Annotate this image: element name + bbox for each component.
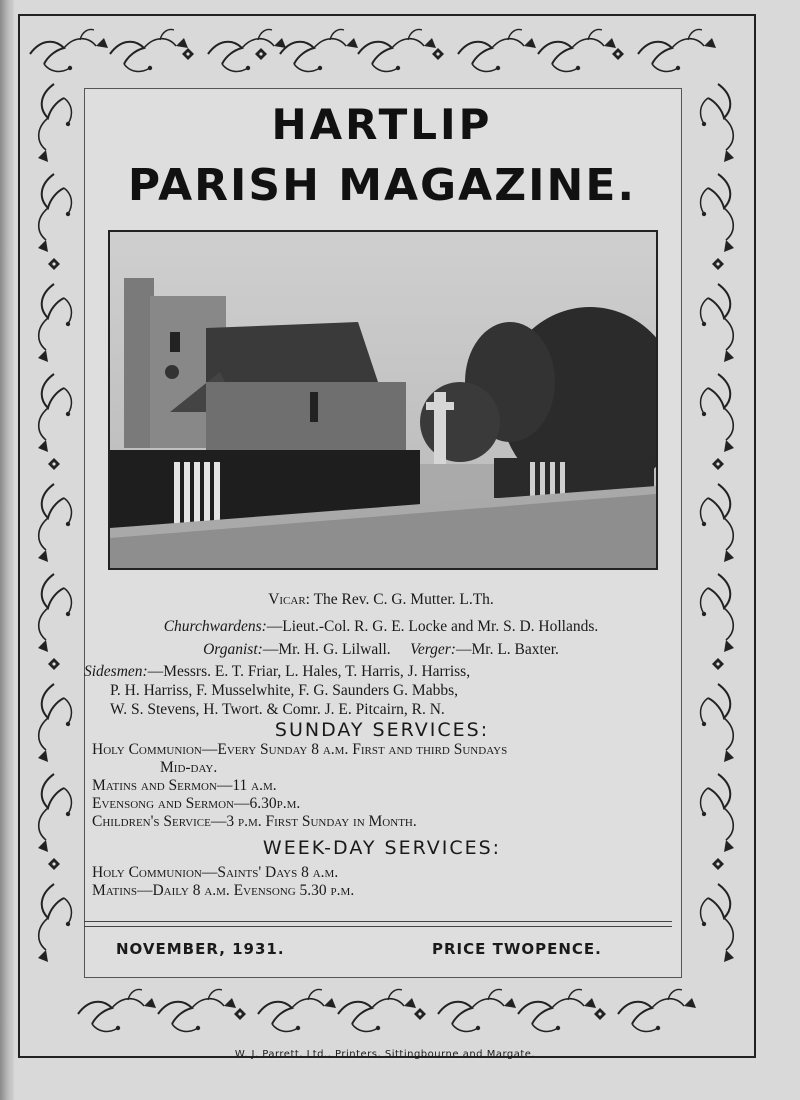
organist-value: —Mr. H. G. Lilwall. bbox=[262, 641, 391, 658]
sunday-service-list bbox=[92, 741, 672, 831]
masthead-title-line1: HARTLIP bbox=[271, 100, 493, 149]
footer-divider-top bbox=[84, 921, 672, 922]
vicar-label: Vicar: bbox=[268, 591, 310, 608]
matins-line: Matins and Sermon—11 a.m. bbox=[92, 777, 277, 794]
sidesmen-line1: —Messrs. E. T. Friar, L. Hales, T. Harris, J. Harriss, bbox=[147, 663, 471, 680]
sidesmen-line2: P. H. Harriss, F. Musselwhite, F. G. Saunders G. Mabbs, bbox=[110, 682, 458, 699]
churchwardens-value: —Lieut.-Col. R. G. E. Locke and Mr. S. D. Hollands. bbox=[266, 618, 599, 635]
binding-edge bbox=[0, 0, 14, 1100]
sidesmen-block bbox=[84, 662, 674, 719]
holy-communion-midday: Mid-day. bbox=[160, 759, 218, 776]
churchwardens-line bbox=[86, 617, 676, 636]
issue-date: NOVEMBER, 1931. bbox=[116, 940, 285, 958]
sunday-services-heading: SUNDAY SERVICES: bbox=[274, 719, 490, 741]
issue-price: PRICE TWOPENCE. bbox=[432, 940, 602, 958]
sidesmen-label: Sidesmen: bbox=[84, 663, 148, 680]
weekday-services-heading: WEEK-DAY SERVICES: bbox=[262, 837, 502, 859]
evensong-line: Evensong and Sermon—6.30p.m. bbox=[92, 795, 301, 812]
weekday-service-list bbox=[92, 864, 672, 900]
holy-communion-line: Holy Communion—Every Sunday 8 a.m. First and third Sundays bbox=[92, 741, 508, 758]
churchwardens-label: Churchwardens: bbox=[163, 618, 267, 635]
weekday-communion-line: Holy Communion—Saints' Days 8 a.m. bbox=[92, 864, 339, 881]
verger-label: Verger: bbox=[410, 641, 456, 658]
vicar-line bbox=[86, 590, 676, 609]
masthead-title-line2: PARISH MAGAZINE. bbox=[127, 160, 637, 211]
organist-label: Organist: bbox=[203, 641, 263, 658]
church-photograph bbox=[108, 230, 658, 570]
vicar-value: The Rev. C. G. Mutter. L.Th. bbox=[313, 591, 494, 608]
organist-verger-line bbox=[86, 640, 676, 659]
childrens-service-line: Children's Service—3 p.m. First Sunday in Month. bbox=[92, 813, 417, 830]
verger-value: —Mr. L. Baxter. bbox=[455, 641, 559, 658]
footer-divider-top-2 bbox=[84, 926, 672, 927]
printer-imprint: W. J. Parrett, Ltd., Printers, Sittingbourne and Margate. bbox=[234, 1049, 536, 1060]
sidesmen-line3: W. S. Stevens, H. Twort. & Comr. J. E. Pitcairn, R. N. bbox=[110, 701, 445, 718]
weekday-matins-line: Matins—Daily 8 a.m. Evensong 5.30 p.m. bbox=[92, 882, 355, 899]
